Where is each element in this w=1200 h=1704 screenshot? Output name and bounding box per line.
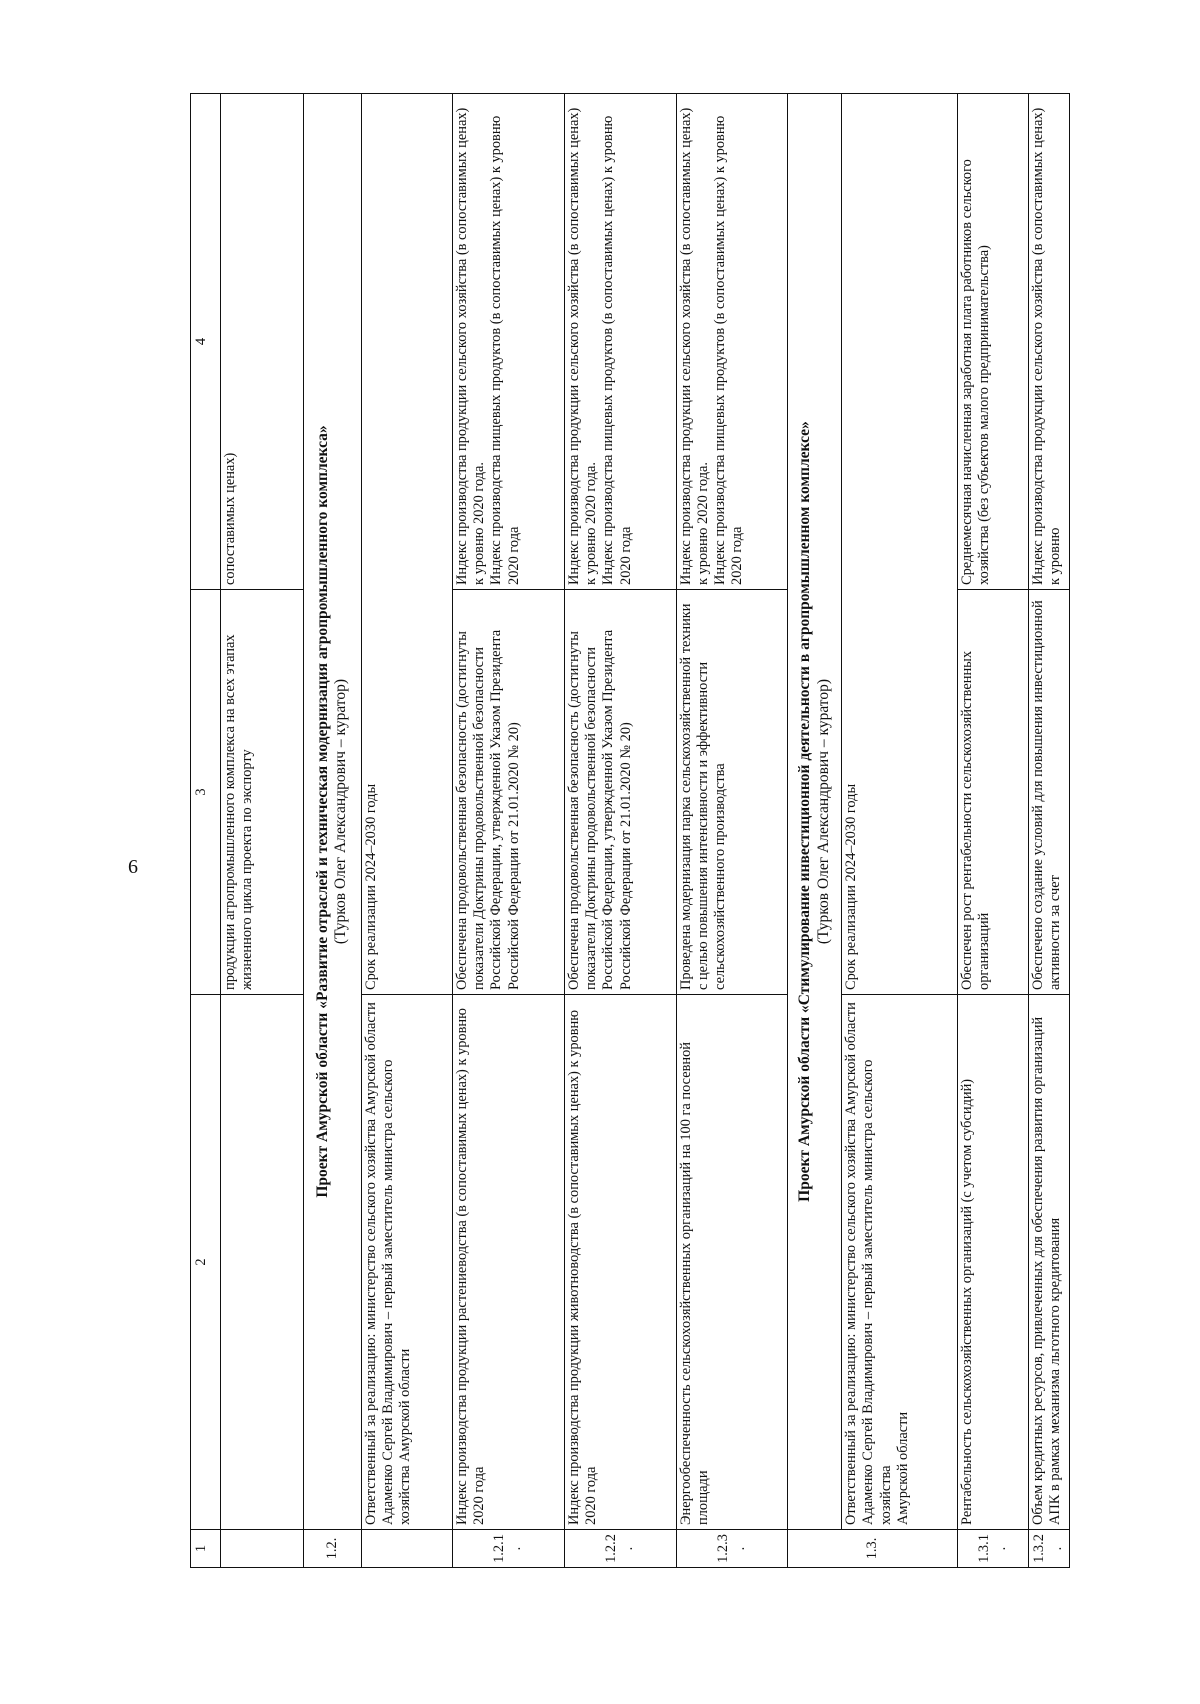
kpi-text: Индекс производства продукции сельского хозяйства (в сопоставимых ценах) к уровню 2020 года. Индекс производства пищевых продуктов (в сопоставимых ценах) к уровню 2020 года: [564, 94, 676, 590]
kpi-text: Индекс производства продукции сельского хозяйства (в сопоставимых ценах) к уровню: [1028, 94, 1069, 590]
continuation-result: продукции агропромышленного комплекса на всех этапах жизненного цикла проекта по экспорту: [221, 590, 304, 995]
kpi-text: Индекс производства продукции сельского хозяйства (в сопоставимых ценах) к уровню 2020 года. Индекс производства пищевых продуктов (в сопоставимых ценах) к уровню 2020 года: [452, 94, 564, 590]
row-number: 1.2.3.: [676, 1530, 788, 1568]
result-text: Проведена модернизация парка сельскохозяйственной техники с целью повышения интенсивности и эффективности сельскохозяйственного производства: [676, 590, 788, 995]
result-text: Обеспечена продовольственная безопасность (достигнуты показатели Доктрины продовольственной безопасности Российской Федерации, утвержденной Указом Президента Российской Федерации от 21.01.2020 № 20): [452, 590, 564, 995]
table-row: [676, 94, 788, 1568]
result-text: Обеспечен рост рентабельности сельскохозяйственных организаций: [958, 590, 1028, 995]
program-table: [190, 93, 1070, 1568]
result-text: Обеспечено создание условий для повышения инвестиционной активности за счет: [1028, 590, 1069, 995]
section-1-2-header: [303, 94, 361, 1568]
term-text: Срок реализации 2024–2030 годы: [361, 94, 452, 995]
section-1-3-responsible-row: [842, 94, 958, 1568]
kpi-text: Среднемесячная начисленная заработная плата работников сельского хозяйства (без субъектов малого предпринимательства): [958, 94, 1028, 590]
indicator-text: Рентабельность сельскохозяйственных организаций (с учетом субсидий): [958, 995, 1028, 1530]
header-col-2: 2: [191, 995, 221, 1530]
header-col-4: 4: [191, 94, 221, 590]
continuation-kpi: сопоставимых ценах): [221, 94, 304, 590]
header-col-1: 1: [191, 1530, 221, 1568]
section-curator: (Турков Олег Александрович – куратор): [814, 678, 832, 945]
kpi-text: Индекс производства продукции сельского хозяйства (в сопоставимых ценах) к уровню 2020 года. Индекс производства пищевых продуктов (в сопоставимых ценах) к уровню 2020 года: [676, 94, 788, 590]
section-title: Проект Амурской области «Стимулирование инвестиционной деятельности в агропромышленном комплексе»: [796, 421, 814, 1202]
section-number: 1.3.: [788, 1530, 958, 1568]
section-1-3-header: [788, 94, 842, 1568]
row-number: 1.3.1.: [958, 1530, 1028, 1568]
table-row: [564, 94, 676, 1568]
header-col-3: 3: [191, 590, 221, 995]
indicator-text: Энергообеспеченность сельскохозяйственных организаций на 100 га посевной площади: [676, 995, 788, 1530]
table-row: [452, 94, 564, 1568]
rotated-table-wrapper: [190, 94, 1070, 1568]
section-1-2-responsible-row: [361, 94, 452, 1568]
indicator-text: Объем кредитных ресурсов, привлеченных для обеспечения развития организаций АПК в рамках механизма льготного кредитования: [1028, 995, 1069, 1530]
responsible-text: Ответственный за реализацию: министерство сельского хозяйства Амурской области Адаменко Сергей Владимирович – первый заместитель министра сельского хозяйства Амурской области: [842, 995, 958, 1530]
header-row: [191, 94, 221, 1568]
continuation-row: [221, 94, 304, 1568]
responsible-text: Ответственный за реализацию: министерство сельского хозяйства Амурской области Адаменко Сергей Владимирович – первый заместитель министра сельского хозяйства Амурской области: [361, 995, 452, 1530]
term-text: Срок реализации 2024–2030 годы: [842, 94, 958, 995]
indicator-text: Индекс производства продукции растениеводства (в сопоставимых ценах) к уровню 2020 года: [452, 995, 564, 1530]
section-curator: (Турков Олег Александрович – куратор): [332, 678, 350, 945]
row-number: 1.3.2.: [1028, 1530, 1069, 1568]
section-number: 1.2.: [303, 1530, 361, 1568]
result-text: Обеспечена продовольственная безопасность (достигнуты показатели Доктрины продовольственной безопасности Российской Федерации, утвержденной Указом Президента Российской Федерации от 21.01.2020 № 20): [564, 590, 676, 995]
section-title: Проект Амурской области «Развитие отраслей и техническая модернизация агропромышленного комплекса»: [313, 425, 331, 1198]
table-row: [958, 94, 1028, 1568]
row-number: 1.2.2.: [564, 1530, 676, 1568]
page-number: 6: [128, 856, 138, 878]
table-row: [1028, 94, 1069, 1568]
indicator-text: Индекс производства продукции животноводства (в сопоставимых ценах) к уровню 2020 года: [564, 995, 676, 1530]
row-number: 1.2.1.: [452, 1530, 564, 1568]
